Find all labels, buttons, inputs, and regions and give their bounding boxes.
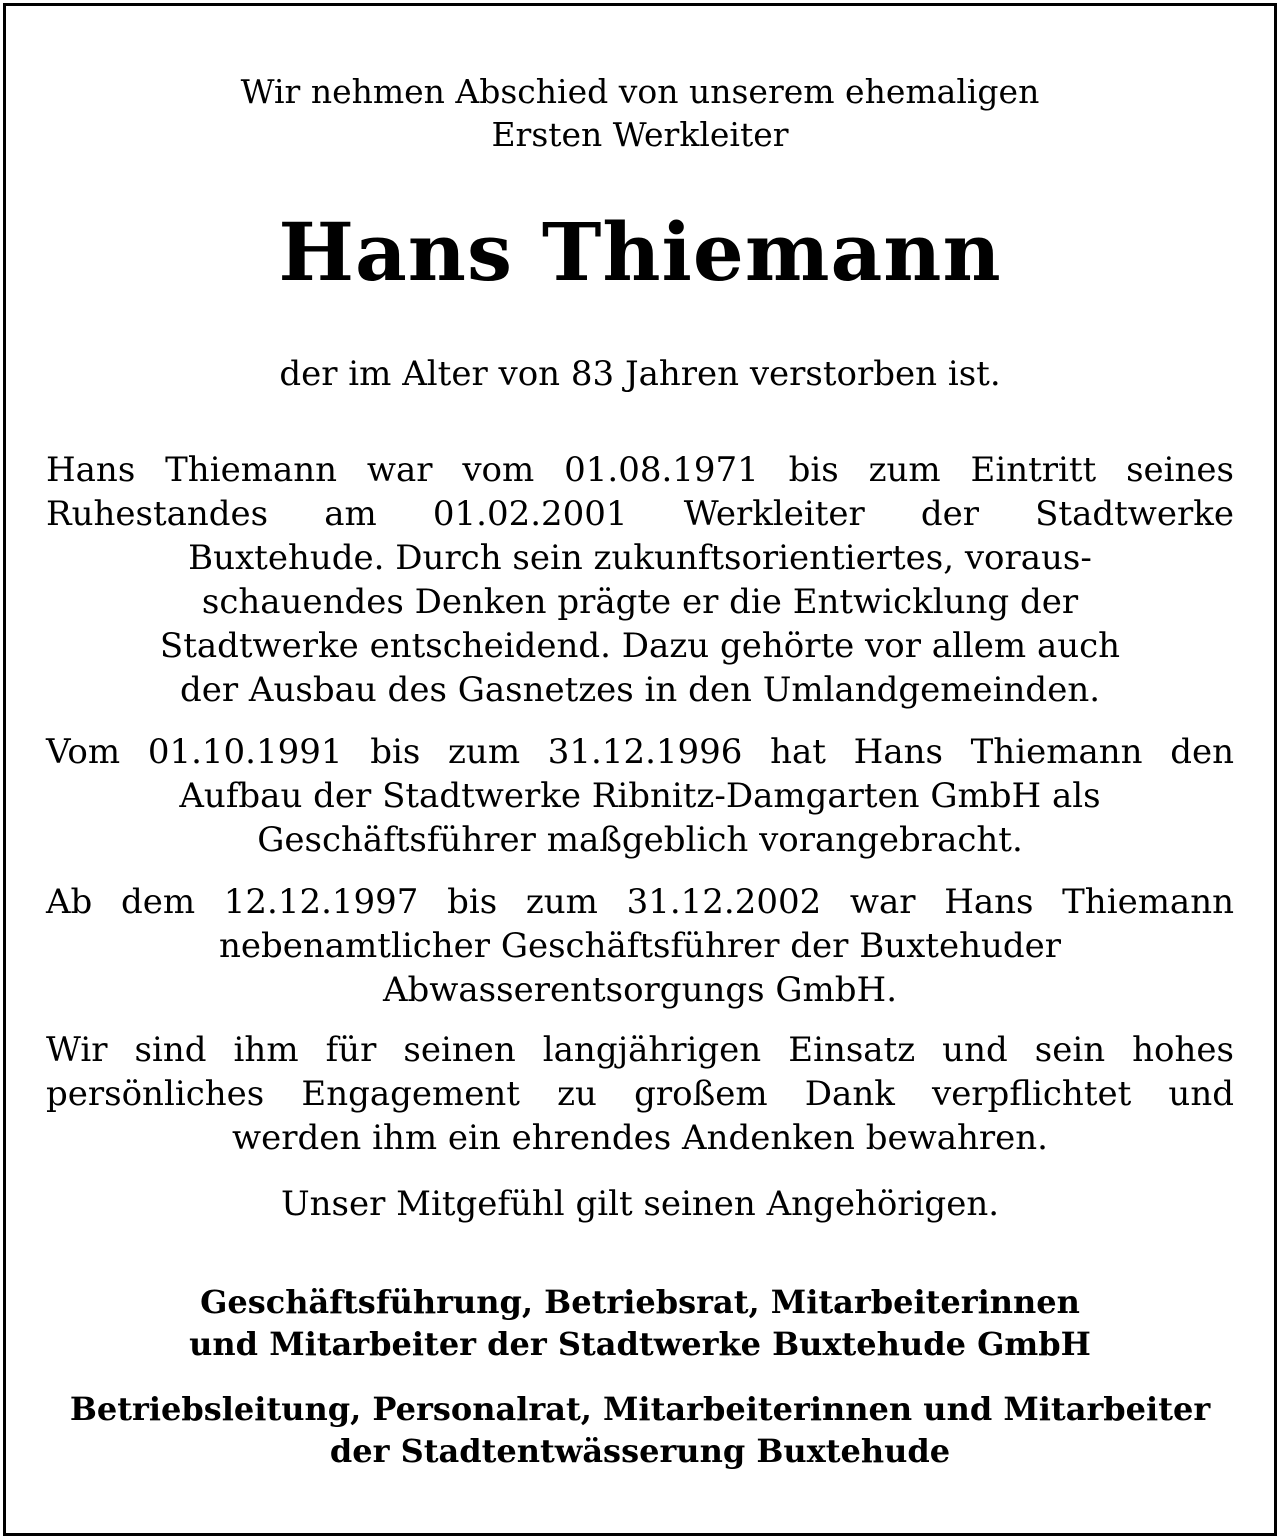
paragraph-ribnitz: [46, 730, 1234, 862]
text-line: Ab dem 12.12.1997 bis zum 31.12.2002 war Hans Thiemann: [46, 882, 1234, 922]
signature-line: Geschäftsführung, Betriebsrat, Mitarbeiterinnen: [200, 1283, 1080, 1321]
text-line: Vom 01.10.1991 bis zum 31.12.1996 hat Hans Thiemann den: [46, 732, 1234, 772]
text-line: Aufbau der Stadtwerke Ribnitz-Damgarten GmbH als: [179, 776, 1101, 816]
text-line: Buxtehude. Durch sein zukunftsorientiertes, voraus-: [188, 538, 1092, 578]
signature-stadtentwaesserung: [6, 1388, 1274, 1472]
text-line: Wir sind ihm für seinen langjährigen Einsatz und sein hohes: [46, 1030, 1234, 1070]
text-line: nebenamtlicher Geschäftsführer der Buxtehuder: [218, 926, 1061, 966]
paragraph-career: [46, 448, 1234, 712]
text-line: Geschäftsführer maßgeblich vorangebracht.: [257, 820, 1023, 860]
intro-line: Wir nehmen Abschied von unserem ehemaligen: [240, 72, 1040, 111]
intro-text: [6, 70, 1274, 156]
obituary-notice: [3, 3, 1277, 1536]
paragraph-thanks: [46, 1028, 1234, 1160]
text-line: der Ausbau des Gasnetzes in den Umlandgemeinden.: [179, 670, 1101, 710]
text-line: persönliches Engagement zu großem Dank verpflichtet und: [46, 1074, 1234, 1114]
paragraph-condolence: [46, 1182, 1234, 1226]
intro-line: Ersten Werkleiter: [491, 115, 789, 154]
text-line: Ruhestandes am 01.02.2001 Werkleiter der Stadtwerke: [46, 494, 1234, 534]
signature-line: Betriebsleitung, Personalrat, Mitarbeiterinnen und Mitarbeiter: [69, 1390, 1211, 1428]
signature-stadtwerke: [6, 1281, 1274, 1365]
age-line: der im Alter von 83 Jahren verstorben ist.: [279, 354, 1001, 394]
text-line: schauendes Denken prägte er die Entwicklung der: [201, 582, 1079, 622]
text-line: Stadtwerke entscheidend. Dazu gehörte vor allem auch: [159, 626, 1121, 666]
text-line: Hans Thiemann war vom 01.08.1971 bis zum Eintritt seines: [46, 450, 1234, 490]
signature-line: und Mitarbeiter der Stadtwerke Buxtehude GmbH: [189, 1325, 1091, 1363]
text-line: Unser Mitgefühl gilt seinen Angehörigen.: [280, 1184, 1000, 1224]
deceased-name: Hans Thiemann: [278, 205, 1002, 299]
signature-line: der Stadtentwässerung Buxtehude: [329, 1432, 951, 1470]
paragraph-abwasser: [46, 880, 1234, 1012]
text-line: Abwasserentsorgungs GmbH.: [382, 970, 898, 1010]
text-line: werden ihm ein ehrendes Andenken bewahren.: [232, 1118, 1048, 1158]
